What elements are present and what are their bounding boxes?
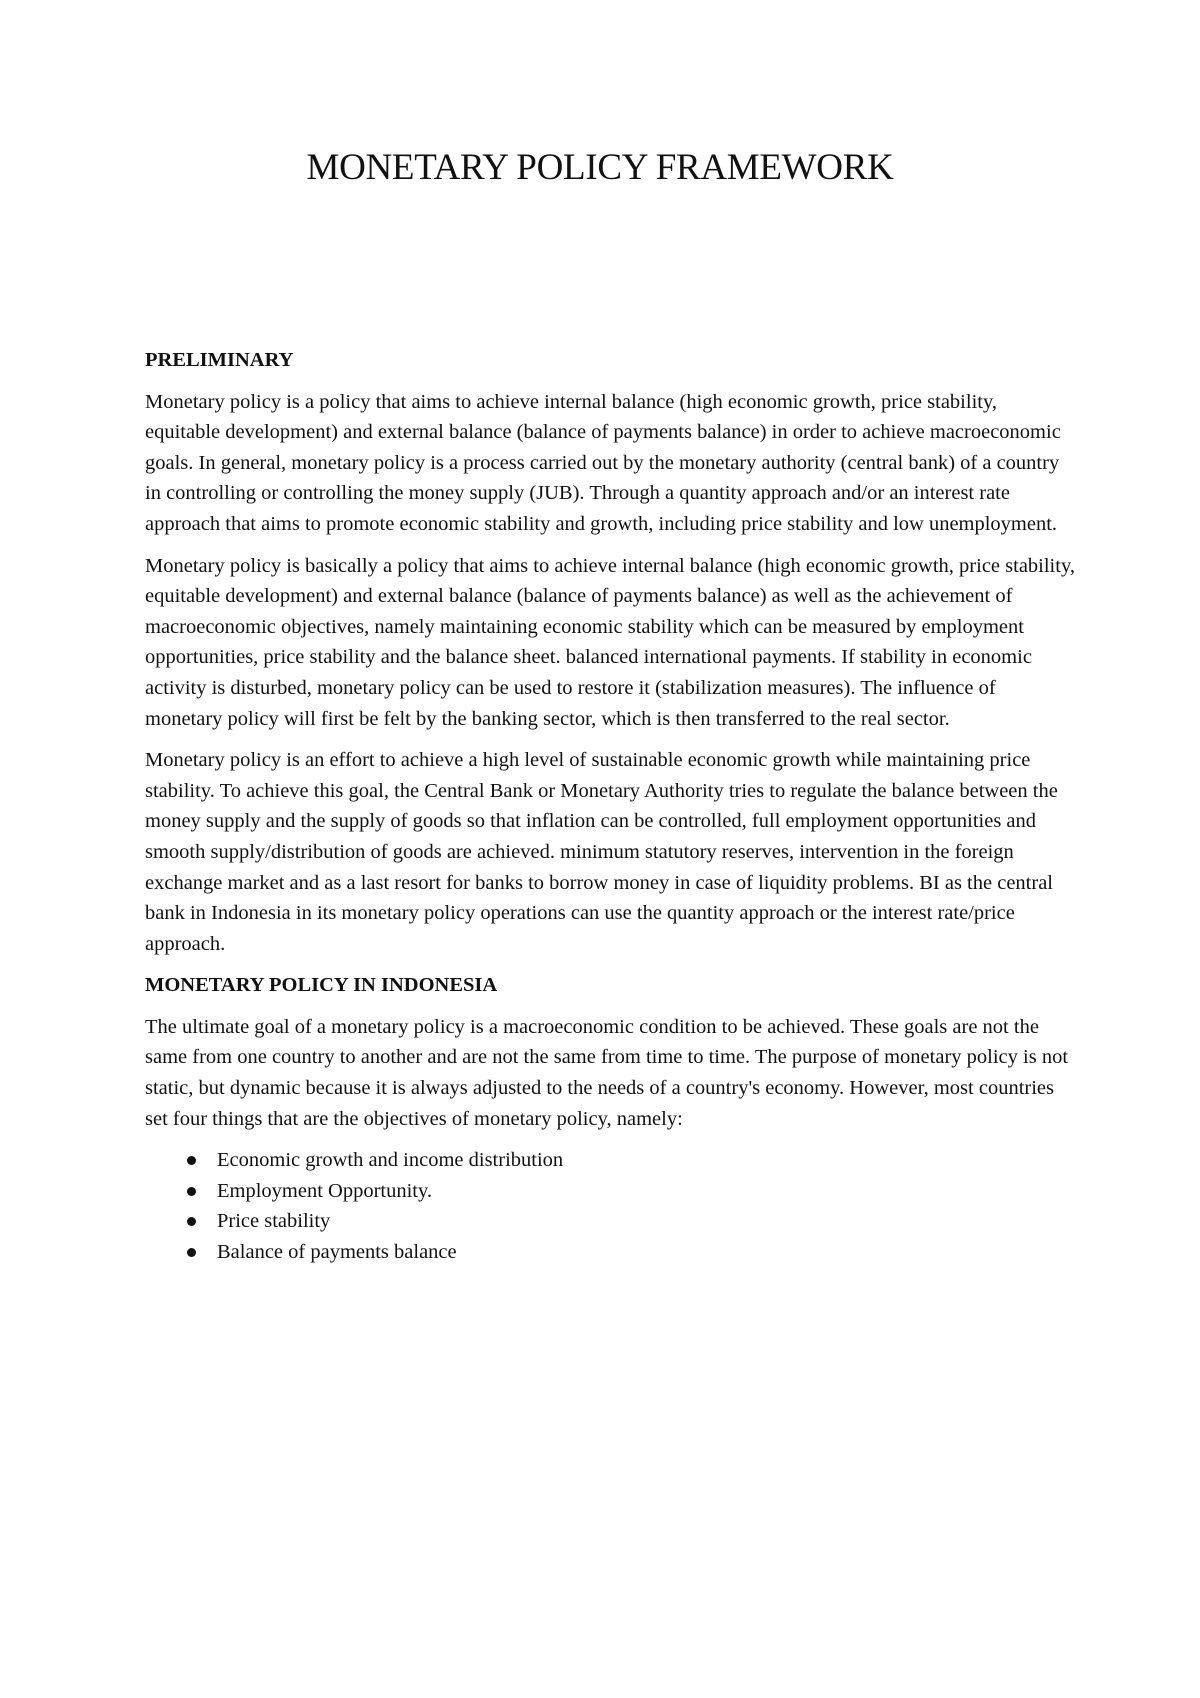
list-item-text: Employment Opportunity. — [217, 1179, 433, 1202]
section-heading-indonesia: MONETARY POLICY IN INDONESIA — [145, 974, 498, 997]
paragraph: Monetary policy is an effort to achieve a high level of sustainable economic growth while maintaining price stability. To achieve this goal, the Central Bank or Monetary Authority tries to regulate the balance between the money supply and the supply of goods so that inflation can be controlled, full employment opportunities and smooth supply/distribution of goods are achieved. minimum statutory reserves, intervention in the foreign exchange market and as a last resort for banks to borrow money in case of liquidity problems. BI as the central bank in Indonesia in its monetary policy operations can use the quantity approach or the interest rate/price approach. — [145, 749, 1058, 955]
list-item — [187, 1206, 1075, 1237]
bullet-icon — [187, 1248, 196, 1257]
list-item-text: Economic growth and income distribution — [217, 1149, 564, 1172]
list-item — [187, 1176, 1075, 1207]
bullet-icon — [187, 1187, 196, 1196]
list-item — [187, 1237, 1075, 1268]
paragraph: The ultimate goal of a monetary policy is a macroeconomic condition to be achieved. These goals are not the same from one country to another and are not the same from time to time. The purpose of monetary policy is not static, but dynamic because it is always adjusted to the needs of a country's economy. However, most countries set four things that are the objectives of monetary policy, namely: — [145, 1015, 1069, 1130]
list-item-text: Balance of payments balance — [217, 1241, 457, 1264]
list-item-text: Price stability — [217, 1210, 331, 1233]
section-heading-preliminary: PRELIMINARY — [145, 349, 294, 371]
bullet-icon — [187, 1156, 196, 1165]
document-title: MONETARY POLICY FRAMEWORK — [306, 147, 894, 188]
list-item — [187, 1145, 1075, 1176]
objectives-list — [145, 1145, 1075, 1267]
document-body — [145, 345, 1075, 1268]
paragraph: Monetary policy is a policy that aims to achieve internal balance (high economic growth, price stability, equitable development) and external balance (balance of payments balance) in order to achieve macroeconomic goals. In general, monetary policy is a process carried out by the monetary authority (central bank) of a country in controlling or controlling the money supply (JUB). Through a quantity approach and/or an interest rate approach that aims to promote economic stability and growth, including price stability and low unemployment. — [145, 390, 1061, 535]
paragraph: Monetary policy is basically a policy that aims to achieve internal balance (high economic growth, price stability, equitable development) and external balance (balance of payments balance) as well as the achievement of macroeconomic objectives, namely maintaining economic stability which can be measured by employment opportunities, price stability and the balance sheet. balanced international payments. If stability in economic activity is disturbed, monetary policy can be used to restore it (stabilization measures). The influence of monetary policy will first be felt by the banking sector, which is then transferred to the real sector. — [145, 554, 1075, 730]
bullet-icon — [187, 1217, 196, 1226]
